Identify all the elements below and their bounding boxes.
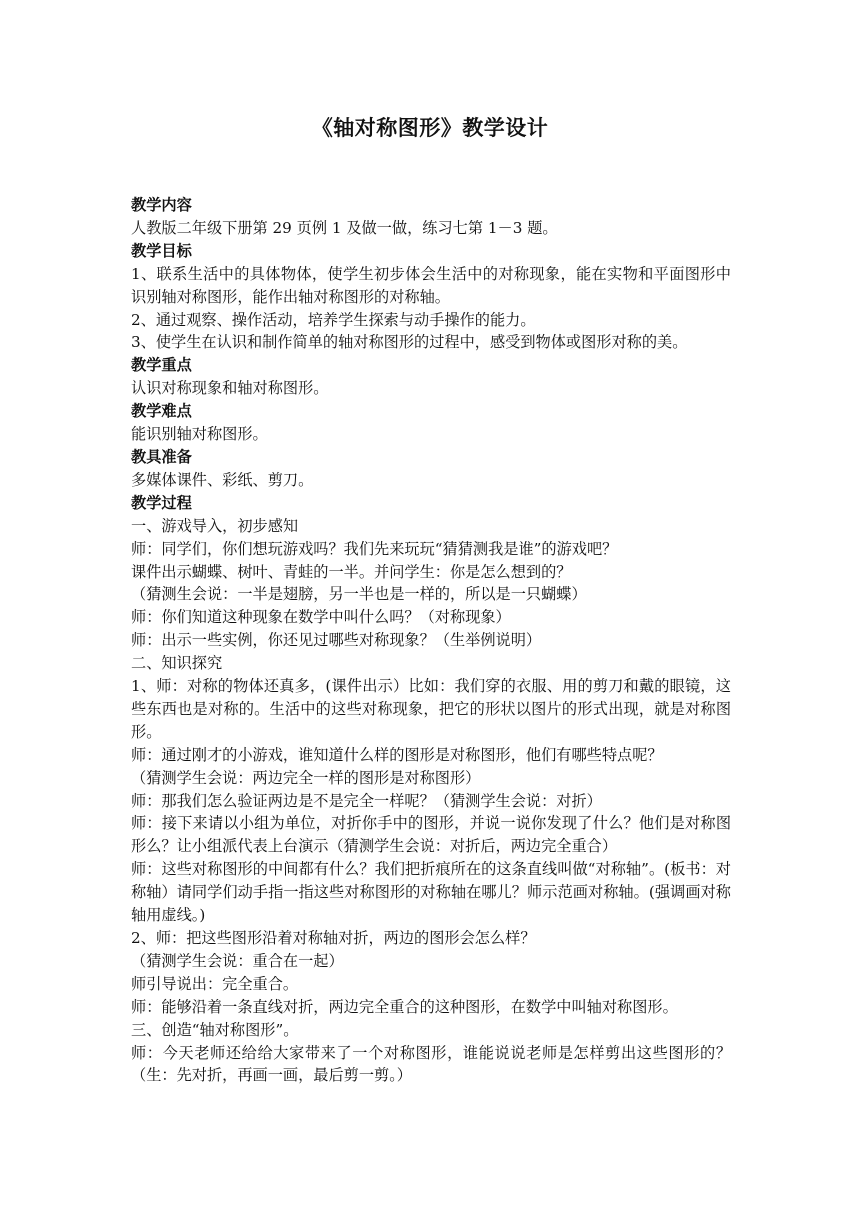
- section-heading-materials: 教具准备: [131, 447, 192, 466]
- process-paragraph: 师：同学们，你们想玩游戏吗？我们先来玩玩“猜猜测我是谁”的游戏吧？: [131, 539, 618, 558]
- goal-2: 2、通过观察、操作活动，培养学生探索与动手操作的能力。: [131, 310, 536, 329]
- section-heading-goals: 教学目标: [131, 241, 192, 260]
- document-body: [131, 194, 731, 1087]
- page-title: 《轴对称图形》教学设计: [311, 116, 549, 140]
- process-part-2-title: 二、知识探究: [131, 654, 223, 673]
- section-heading-difficulties: 教学难点: [131, 402, 192, 421]
- process-paragraph: 2、师：把这些图形沿着对称轴对折，两边的图形会怎么样？: [131, 929, 536, 947]
- process-paragraph: 师：通过刚才的小游戏，谁知道什么样的图形是对称图形，他们有哪些特点呢？: [131, 745, 663, 764]
- process-paragraph: 师：今天老师还给给大家带来了一个对称图形，谁能说说老师是怎样剪出这些图形的？（生：先对折，再画一画，最后剪一剪。）: [131, 1043, 731, 1085]
- process-paragraph: 师：能够沿着一条直线对折，两边完全重合的这种图形，在数学中叫轴对称图形。: [131, 997, 678, 1016]
- goal-1: 1、联系生活中的具体物体，使学生初步体会生活中的对称现象，能在实物和平面图形中识别轴对称图形，能作出轴对称图形的对称轴。: [131, 264, 731, 306]
- goal-3: 3、使学生在认识和制作简单的轴对称图形的过程中，感受到物体或图形对称的美。: [131, 333, 688, 352]
- process-paragraph: （猜测生会说：一半是翅膀，另一半也是一样的，所以是一只蝴蝶）: [131, 585, 587, 604]
- section-heading-content: 教学内容: [131, 196, 192, 214]
- process-paragraph: 师：接下来请以小组为单位，对折你手中的图形，并说一说你发现了什么？他们是对称图形么？让小组派代表上台演示（猜测学生会说：对折后，两边完全重合）: [131, 814, 731, 856]
- section-heading-process: 教学过程: [131, 493, 192, 512]
- process-part-1-title: 一、游戏导入，初步感知: [131, 516, 299, 535]
- process-paragraph: （猜测学生会说：两边完全一样的图形是对称图形）: [131, 768, 481, 787]
- process-paragraph: 1、师：对称的物体还真多，(课件出示）比如：我们穿的衣服、用的剪刀和戴的眼镜，这些东西也是对称的。生活中的这些对称现象，把它的形状以图片的形式出现，就是对称图形。: [131, 677, 731, 741]
- process-paragraph: 师：你们知道这种现象在数学中叫什么吗？（对称现象）: [131, 608, 511, 627]
- process-paragraph: 师：那我们怎么验证两边是不是完全一样呢？（猜测学生会说：对折）: [131, 791, 602, 810]
- process-paragraph: 师：出示一些实例，你还见过哪些对称现象？（生举例说明）: [131, 631, 542, 650]
- process-part-3-title: 三、创造“轴对称图形”。: [131, 1020, 299, 1039]
- materials-text: 多媒体课件、彩纸、剪刀。: [131, 470, 314, 489]
- key-points-text: 认识对称现象和轴对称图形。: [131, 379, 329, 398]
- difficulties-text: 能识别轴对称图形。: [131, 425, 268, 444]
- process-paragraph: 师引导说出：完全重合。: [131, 974, 299, 993]
- section-heading-key-points: 教学重点: [131, 356, 192, 375]
- content-text: 人教版二年级下册第 29 页例 1 及做一做，练习七第 1－3 题。: [131, 218, 558, 237]
- process-paragraph: 师：这些对称图形的中间都有什么？我们把折痕所在的这条直线叫做“对称轴”。(板书：对称轴）请同学们动手指一指这些对称图形的对称轴在哪儿？师示范画对称轴。(强调画对称轴用虚线。): [131, 860, 731, 925]
- process-paragraph: 课件出示蝴蝶、树叶、青蛙的一半。并问学生：你是怎么想到的？: [131, 562, 572, 581]
- process-paragraph: （猜测学生会说：重合在一起）: [131, 951, 344, 970]
